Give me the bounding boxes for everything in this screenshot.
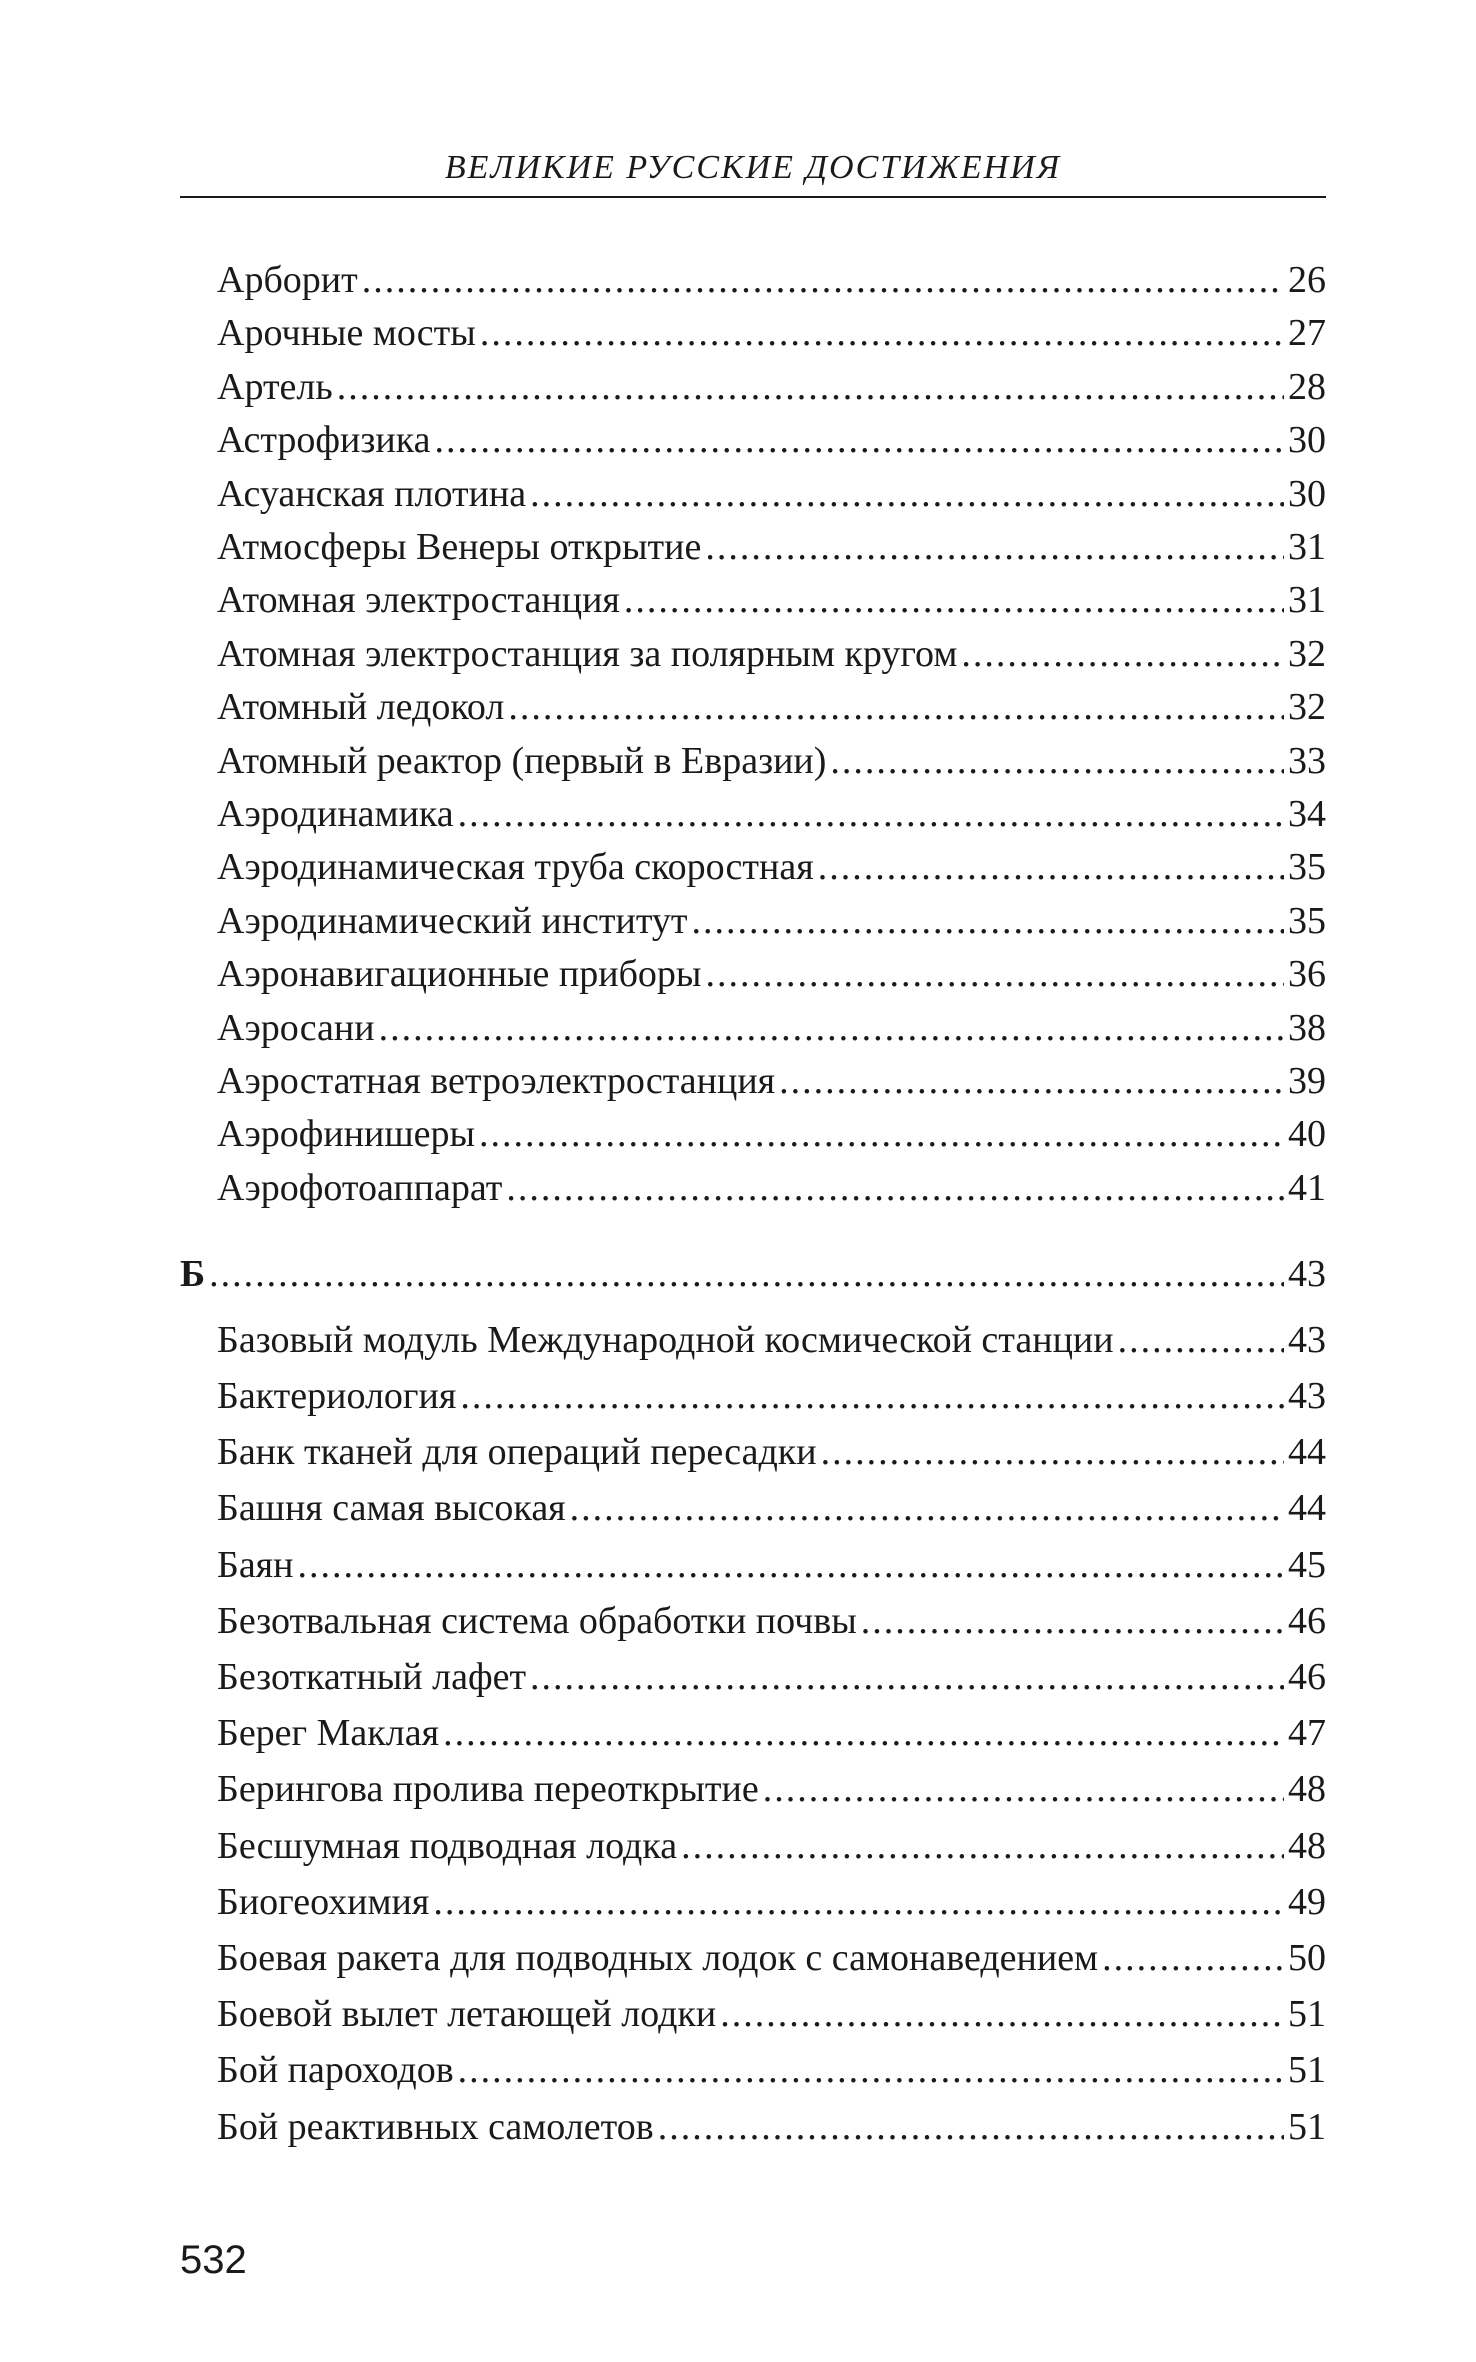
toc-dot-leader — [821, 1427, 1284, 1477]
toc-entry-title: Астрофизика — [217, 419, 431, 461]
toc-dot-leader — [818, 842, 1284, 892]
toc-entry[interactable] — [217, 1109, 1326, 1159]
toc-entry-page: 44 — [1288, 1431, 1326, 1473]
toc-entry-title: Атомный ледокол — [217, 686, 505, 728]
toc-entry[interactable] — [217, 896, 1326, 946]
toc-entry[interactable] — [217, 1652, 1326, 1702]
toc-entry[interactable] — [217, 736, 1326, 786]
toc-dot-leader — [433, 1877, 1284, 1927]
toc-entry-title: Атмосферы Венеры открытие — [217, 526, 702, 568]
toc-dot-leader — [1102, 1933, 1284, 1983]
toc-entry-title: Бой пароходов — [217, 2049, 454, 2091]
toc-entry[interactable] — [217, 1877, 1326, 1927]
toc-entry-page: 33 — [1288, 740, 1326, 782]
toc-entry-page: 35 — [1288, 900, 1326, 942]
toc-entry-title: Башня самая высокая — [217, 1487, 566, 1529]
toc-entry-page: 38 — [1288, 1007, 1326, 1049]
toc-entry-page: 48 — [1288, 1825, 1326, 1867]
toc-entry-title: Аэронавигационные приборы — [217, 953, 702, 995]
toc-entry-page: 49 — [1288, 1881, 1326, 1923]
toc-entry[interactable] — [217, 1989, 1326, 2039]
toc-entry-title: Атомная электростанция за полярным кругом — [217, 633, 958, 675]
toc-entry-page: 30 — [1288, 419, 1326, 461]
toc-entry[interactable] — [217, 949, 1326, 999]
toc-entry-page: 43 — [1288, 1375, 1326, 1417]
toc-dot-leader — [435, 415, 1285, 465]
toc-entry-page: 43 — [1288, 1319, 1326, 1361]
toc-entry-title: Биогеохимия — [217, 1881, 430, 1923]
running-title: ВЕЛИКИЕ РУССКИЕ ДОСТИЖЕНИЯ — [444, 149, 1062, 186]
toc-dot-leader — [298, 1540, 1284, 1590]
toc-entry-title: Берингова пролива переоткрытие — [217, 1768, 759, 1810]
toc-entry[interactable] — [217, 308, 1326, 358]
toc-entry-page: 31 — [1288, 526, 1326, 568]
toc-entry[interactable] — [217, 1596, 1326, 1646]
toc-entry-page: 48 — [1288, 1768, 1326, 1810]
toc-dot-leader — [506, 1163, 1284, 1213]
toc-entry-page: 41 — [1288, 1167, 1326, 1209]
toc-entry-title: Безотвальная система обработки почвы — [217, 1600, 857, 1642]
toc-entry-page: 47 — [1288, 1712, 1326, 1754]
toc-entry-title: Асуанская плотина — [217, 473, 527, 515]
toc-dot-leader — [508, 682, 1284, 732]
toc-entry[interactable] — [217, 255, 1326, 305]
toc-dot-leader — [530, 1652, 1284, 1702]
toc-entry-page: 30 — [1288, 473, 1326, 515]
toc-entry[interactable] — [217, 575, 1326, 625]
toc-entry-title: Аэродинамика — [217, 793, 454, 835]
toc-entry-page: 27 — [1288, 312, 1326, 354]
toc-dot-leader — [480, 308, 1284, 358]
toc-entry-title: Боевой вылет летающей лодки — [217, 1993, 717, 2035]
toc-entry[interactable] — [217, 2102, 1326, 2152]
toc-dot-leader — [658, 2102, 1284, 2152]
toc-entry-title: Артель — [217, 366, 333, 408]
toc-dot-leader — [1118, 1315, 1284, 1365]
toc-entry-page: 39 — [1288, 1060, 1326, 1102]
table-of-contents — [180, 0, 1326, 2362]
toc-section-heading[interactable] — [180, 1249, 1326, 1299]
toc-entry-title: Аэростатная ветроэлектростанция — [217, 1060, 776, 1102]
toc-entry-title: Аэродинамическая труба скоростная — [217, 846, 814, 888]
toc-dot-leader — [443, 1708, 1284, 1758]
toc-dot-leader — [961, 629, 1284, 679]
toc-entry[interactable] — [217, 1708, 1326, 1758]
toc-entry-title: Атомный реактор (первый в Евразии) — [217, 740, 827, 782]
toc-dot-leader — [681, 1821, 1284, 1871]
toc-entry-page: 32 — [1288, 633, 1326, 675]
toc-entry-title: Базовый модуль Международной космической станции — [217, 1319, 1114, 1361]
toc-entry-title: Аэрофотоаппарат — [217, 1167, 503, 1209]
toc-entry[interactable] — [217, 1056, 1326, 1106]
toc-entry-page: 26 — [1288, 259, 1326, 301]
toc-dot-leader — [337, 362, 1284, 412]
toc-entry[interactable] — [217, 2045, 1326, 2095]
toc-entry-title: Аэрофинишеры — [217, 1113, 476, 1155]
toc-entry[interactable] — [217, 682, 1326, 732]
toc-entry-page: 36 — [1288, 953, 1326, 995]
page-number: 532 — [180, 2238, 247, 2282]
toc-dot-leader — [458, 789, 1284, 839]
toc-entry-title: Атомная электростанция — [217, 579, 620, 621]
toc-dot-leader — [705, 522, 1284, 572]
toc-entry[interactable] — [217, 1003, 1326, 1053]
toc-entry-title: Баян — [217, 1544, 294, 1586]
toc-entry-title: Бактериология — [217, 1375, 457, 1417]
toc-entry-title: Аэросани — [217, 1007, 375, 1049]
toc-entry[interactable] — [217, 415, 1326, 465]
toc-dot-leader — [763, 1764, 1284, 1814]
toc-entry[interactable] — [217, 1371, 1326, 1421]
toc-entry-page: 34 — [1288, 793, 1326, 835]
toc-entry-title: Аэродинамический институт — [217, 900, 688, 942]
toc-dot-leader — [861, 1596, 1284, 1646]
toc-dot-leader — [362, 255, 1284, 305]
toc-entry[interactable] — [217, 1821, 1326, 1871]
toc-entry[interactable] — [217, 1315, 1326, 1365]
toc-entry-page: 45 — [1288, 1544, 1326, 1586]
toc-entry-title: Б — [180, 1253, 206, 1295]
toc-entry-page: 50 — [1288, 1937, 1326, 1979]
toc-dot-leader — [460, 1371, 1284, 1421]
toc-dot-leader — [570, 1483, 1284, 1533]
toc-entry-page: 51 — [1288, 1993, 1326, 2035]
toc-entry-title: Арборит — [217, 259, 358, 301]
toc-entry[interactable] — [217, 1764, 1326, 1814]
toc-dot-leader — [379, 1003, 1284, 1053]
toc-dot-leader — [479, 1109, 1284, 1159]
toc-entry-page: 51 — [1288, 2049, 1326, 2091]
toc-dot-leader — [530, 469, 1284, 519]
toc-entry-title: Арочные мосты — [217, 312, 476, 354]
toc-dot-leader — [209, 1249, 1284, 1299]
toc-entry-page: 35 — [1288, 846, 1326, 888]
toc-entry-title: Бесшумная подводная лодка — [217, 1825, 678, 1867]
toc-entry[interactable] — [217, 522, 1326, 572]
toc-entry[interactable] — [217, 629, 1326, 679]
toc-dot-leader — [830, 736, 1284, 786]
toc-entry-page: 32 — [1288, 686, 1326, 728]
toc-entry[interactable] — [217, 1933, 1326, 1983]
toc-entry-page: 46 — [1288, 1600, 1326, 1642]
toc-dot-leader — [624, 575, 1284, 625]
toc-entry-page: 28 — [1288, 366, 1326, 408]
toc-entry-title: Бой реактивных самолетов — [217, 2106, 654, 2148]
toc-entry[interactable] — [217, 1540, 1326, 1590]
toc-dot-leader — [705, 949, 1284, 999]
toc-entry-title: Берег Маклая — [217, 1712, 440, 1754]
toc-entry-title: Банк тканей для операций пересадки — [217, 1431, 817, 1473]
toc-entry-page: 51 — [1288, 2106, 1326, 2148]
toc-entry-title: Боевая ракета для подводных лодок с самонаведением — [217, 1937, 1099, 1979]
toc-entry-page: 43 — [1288, 1253, 1326, 1295]
toc-entry[interactable] — [217, 1483, 1326, 1533]
toc-entry[interactable] — [217, 789, 1326, 839]
toc-entry-page: 44 — [1288, 1487, 1326, 1529]
toc-dot-leader — [458, 2045, 1284, 2095]
toc-entry[interactable] — [217, 362, 1326, 412]
toc-entry[interactable] — [217, 1163, 1326, 1213]
toc-dot-leader — [692, 896, 1284, 946]
toc-entry[interactable] — [217, 469, 1326, 519]
toc-entry[interactable] — [217, 1427, 1326, 1477]
toc-entry-page: 31 — [1288, 579, 1326, 621]
toc-entry-page: 40 — [1288, 1113, 1326, 1155]
toc-dot-leader — [779, 1056, 1284, 1106]
toc-entry-title: Безоткатный лафет — [217, 1656, 527, 1698]
toc-entry[interactable] — [217, 842, 1326, 892]
toc-dot-leader — [720, 1989, 1284, 2039]
toc-entry-page: 46 — [1288, 1656, 1326, 1698]
